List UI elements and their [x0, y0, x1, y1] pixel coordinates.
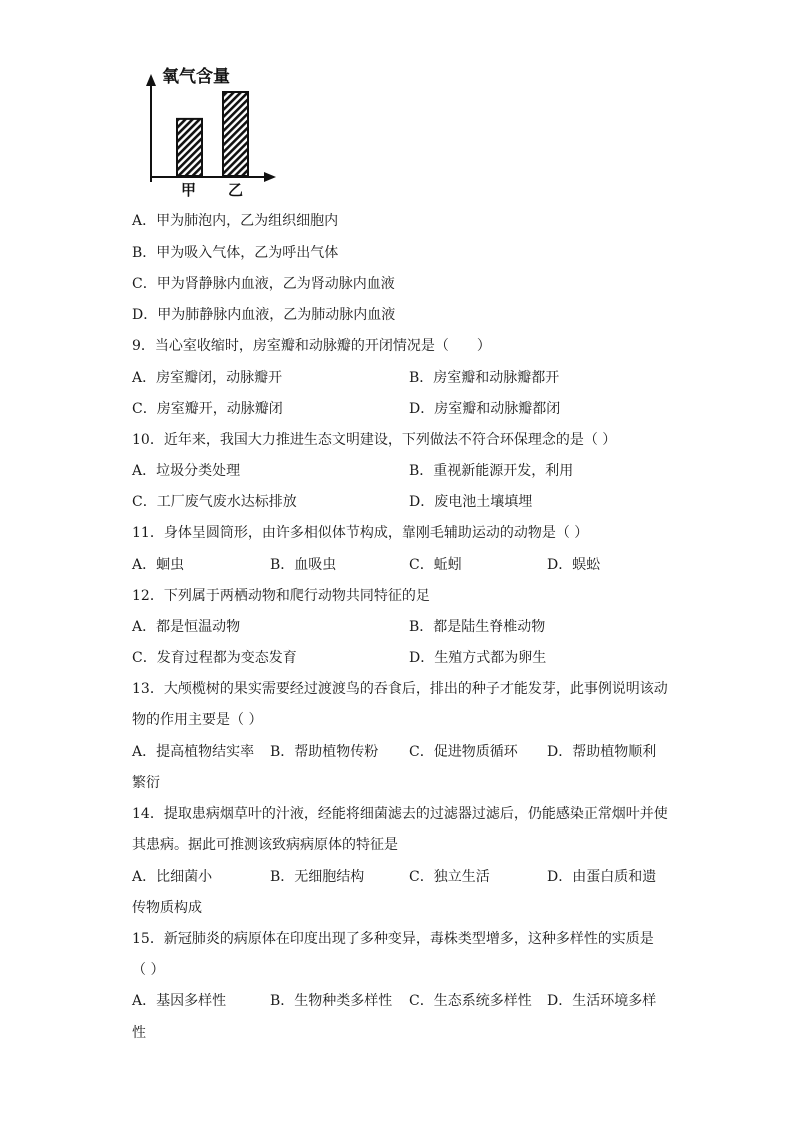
bar-yi [223, 92, 248, 176]
q15-stem-line1: 15．新冠肺炎的病原体在印度出现了多种变异，毒株类型增多，这种多样性的实质是 [132, 931, 654, 947]
q13-option-c: C．促进物质循环 [409, 744, 518, 760]
q14-option-b: B．无细胞结构 [270, 869, 365, 885]
q14-option-d-continued: 传物质构成 [132, 900, 202, 916]
q15-option-d: D．生活环境多样 [547, 993, 657, 1009]
q9-option-a: A．房室瓣闭，动脉瓣开 [132, 370, 283, 386]
x-tick-jia: 甲 [181, 181, 197, 199]
x-axis-arrow [264, 172, 276, 182]
q13-stem-line2: 物的作用主要是（ ） [132, 712, 263, 728]
q9-stem: 9．当心室收缩时，房室瓣和动脉瓣的开闭情况是（ ） [132, 338, 491, 354]
q12-option-b: B．都是陆生脊椎动物 [409, 619, 546, 635]
q13-option-d-continued: 繁衍 [132, 775, 160, 791]
q15-option-d-continued: 性 [132, 1025, 146, 1041]
q8-option-c: C．甲为肾静脉内血液，乙为肾动脉内血液 [132, 276, 395, 292]
q14-stem-line1: 14．提取患病烟草叶的汁液，经能将细菌滤去的过滤器过滤后，仍能感染正常烟叶并使 [132, 806, 668, 822]
q12-option-d: D．生殖方式都为卵生 [409, 650, 547, 666]
q12-option-c: C．发育过程都为变态发育 [132, 650, 297, 666]
x-tick-yi: 乙 [228, 181, 244, 199]
q13-option-a: A．提高植物结实率 [132, 744, 255, 760]
q11-option-c: C．蚯蚓 [409, 557, 462, 573]
q8-option-a: A．甲为肺泡内，乙为组织细胞内 [132, 213, 339, 229]
q14-option-a: A．比细菌小 [132, 869, 213, 885]
oxygen-bar-figure [140, 64, 280, 200]
oxygen-bar-chart [140, 64, 280, 200]
q11-stem: 11．身体呈圆筒形，由许多相似体节构成，靠刚毛辅助运动的动物是（ ） [132, 525, 589, 541]
q9-option-c: C．房室瓣开，动脉瓣闭 [132, 401, 283, 417]
q15-stem-line2: （ ） [132, 962, 165, 978]
q11-option-b: B．血吸虫 [270, 557, 337, 573]
q15-option-b: B．生物种类多样性 [270, 993, 393, 1009]
q13-stem-line1: 13．大颅榄树的果实需要经过渡渡鸟的吞食后，排出的种子才能发芽，此事例说明该动 [132, 681, 668, 697]
q8-option-b: B．甲为吸入气体，乙为呼出气体 [132, 245, 339, 261]
q14-option-d: D．由蛋白质和遗 [547, 869, 657, 885]
q15-option-a: A．基因多样性 [132, 993, 227, 1009]
q10-option-b: B．重视新能源开发，利用 [409, 463, 574, 479]
q10-option-c: C．工厂废气废水达标排放 [132, 494, 297, 510]
q14-stem-line2: 其患病。据此可推测该致病病原体的特征是 [132, 837, 398, 853]
q11-option-d: D．蜈蚣 [547, 557, 601, 573]
q10-option-a: A．垃圾分类处理 [132, 463, 241, 479]
q9-option-b: B．房室瓣和动脉瓣都开 [409, 370, 560, 386]
q12-stem: 12．下列属于两栖动物和爬行动物共同特征的足 [132, 588, 430, 604]
bar-jia [177, 119, 202, 176]
q15-option-c: C．生态系统多样性 [409, 993, 532, 1009]
q9-option-d: D．房室瓣和动脉瓣都闭 [409, 401, 561, 417]
q13-option-b: B．帮助植物传粉 [270, 744, 379, 760]
q12-option-a: A．都是恒温动物 [132, 619, 241, 635]
q8-option-d: D．甲为肺静脉内血液，乙为肺动脉内血液 [132, 307, 396, 323]
q11-option-a: A．蛔虫 [132, 557, 185, 573]
q10-stem: 10．近年来，我国大力推进生态文明建设，下列做法不符合环保理念的是（ ） [132, 432, 617, 448]
q14-option-c: C．独立生活 [409, 869, 490, 885]
y-axis-label: 氧气含量 [162, 67, 230, 87]
y-axis-arrow [146, 74, 156, 86]
q10-option-d: D．废电池土壤填埋 [409, 494, 533, 510]
q13-option-d: D．帮助植物顺利 [547, 744, 657, 760]
